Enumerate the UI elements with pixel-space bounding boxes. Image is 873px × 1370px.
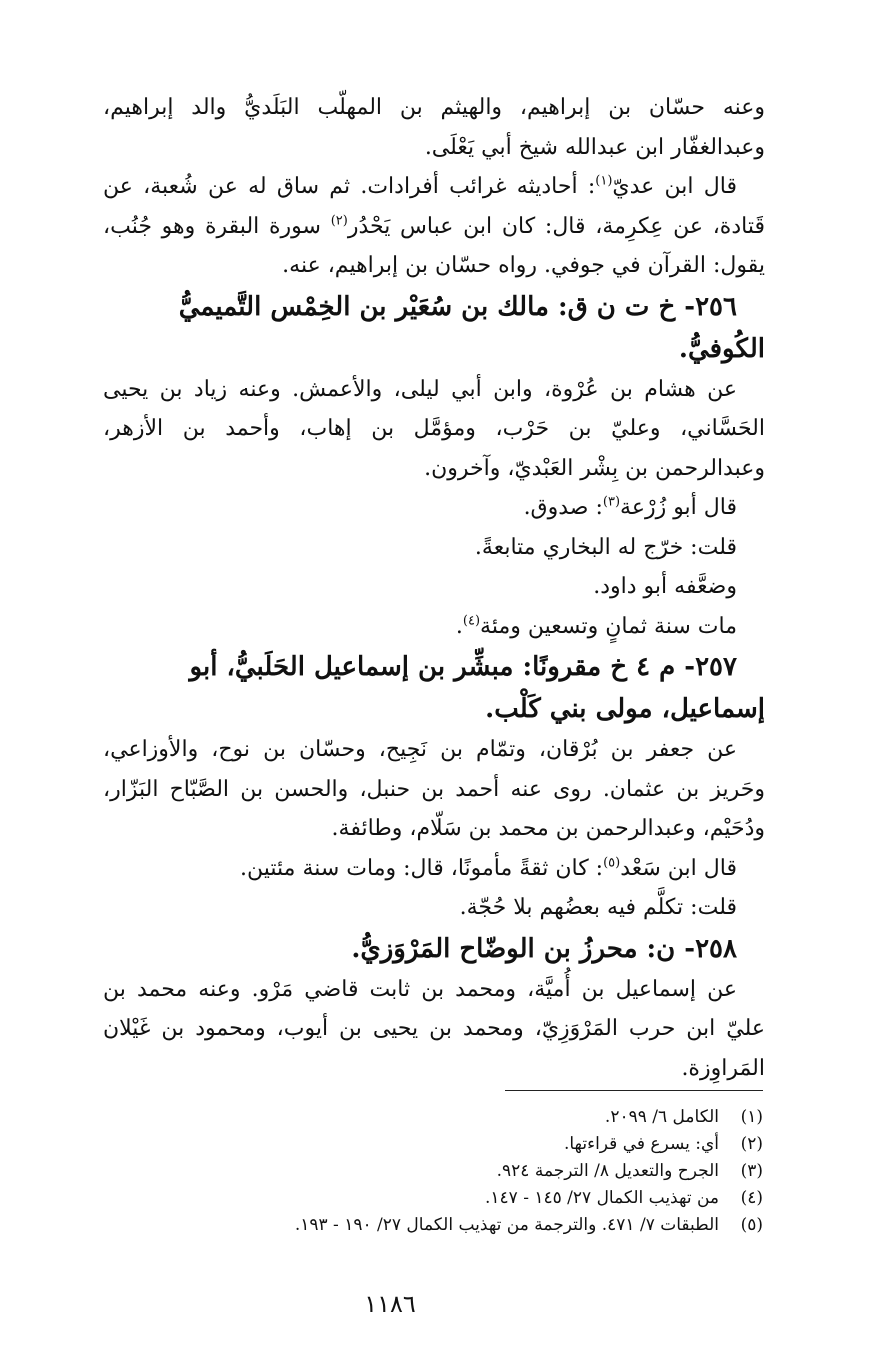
text-segment: : صدوق. bbox=[523, 495, 603, 520]
text-segment: مات سنة ثمانٍ وتسعين ومئة bbox=[480, 613, 737, 639]
paragraph-narrators-258: عن إسماعيل بن أُميَّة، ومحمد بن ثابت قاضي مَرْو. وعنه محمد بن عليّ ابن حرب المَرْوَزِيّ، ومحمد بن يحيى بن أيوب، ومحمود بن غَيْلان المَراوِزة. bbox=[103, 976, 765, 1081]
footnote-text: الطبقات ٧/ ٤٧١. والترجمة من تهذيب الكمال ٢٧/ ١٩٠ - ١٩٣. bbox=[294, 1215, 719, 1235]
footnote-1 bbox=[203, 1104, 763, 1131]
entry-heading-256: ٢٥٦- خ ت ن ق: مالك بن سُعَيْر بن الخِمْس التَّميميُّ الكُوفيُّ. bbox=[178, 291, 765, 364]
text-segment: : أحاديثه غرائب أفرادات. ثم ساق له عن شُعبة، عن قَتادة، عن عِكرِمة، قال: كان ابن عباس يَحْدُر bbox=[103, 174, 765, 239]
footnote-number: (٢) bbox=[740, 1134, 763, 1154]
paragraph-ibn-sad bbox=[103, 849, 765, 889]
text-segment: قال أبو زُرْعة bbox=[620, 495, 737, 520]
footnote-ref-2[interactable]: (٢) bbox=[330, 213, 348, 229]
text-segment: سورة البقرة وهو جُنُب، يقول: القرآن في جوفي. رواه حسّان بن إبراهيم، عنه. bbox=[103, 213, 765, 278]
footnote-4 bbox=[203, 1185, 763, 1212]
paragraph-abu-dawud: وضعَّفه أبو داود. bbox=[593, 574, 737, 599]
footnote-number: (٥) bbox=[740, 1215, 763, 1235]
text-segment: قال ابن سَعْد bbox=[620, 855, 737, 881]
footnote-3 bbox=[203, 1158, 763, 1185]
footnote-number: (١) bbox=[740, 1107, 763, 1127]
footnote-ref-3[interactable]: (٣) bbox=[602, 494, 621, 510]
footnote-number: (٣) bbox=[740, 1161, 763, 1181]
footnote-number: (٤) bbox=[740, 1188, 763, 1208]
footnote-5 bbox=[203, 1212, 763, 1239]
footnote-ref-1[interactable]: (١) bbox=[595, 173, 613, 189]
page-number: ١١٨٦ bbox=[364, 1290, 416, 1318]
footnote-ref-4[interactable]: (٤) bbox=[462, 613, 481, 629]
footnote-divider bbox=[505, 1090, 763, 1091]
paragraph-narrators-256: عن هشام بن عُرْوة، وابن أبي ليلى، والأعمش. وعنه زياد بن يحيى الحَسَّاني، وعليّ بن حَرْب، ومؤمَّل بن إهاب، وأحمد بن الأزهر، وعبدالرحمن بن بِشْر العَبْديّ، وآخرون. bbox=[103, 376, 765, 481]
paragraph-bukhari: قلت: خرّج له البخاري متابعةً. bbox=[474, 534, 737, 560]
footnote-text: الجرح والتعديل ٨/ الترجمة ٩٢٤. bbox=[496, 1161, 719, 1181]
footnote-2 bbox=[203, 1131, 763, 1158]
paragraph-continuation: وعنه حسّان بن إبراهيم، والهيثم بن المهلّب البَلَديُّ والد إبراهيم، وعبدالغفّار ابن عبدالله شيخ أبي يَعْلَى. bbox=[103, 95, 765, 160]
footnote-text: الكامل ٦/ ٢٠٩٩. bbox=[604, 1107, 719, 1127]
main-text bbox=[103, 88, 765, 1088]
entry-heading-257: ٢٥٧- م ٤ خ مقرونًا: مبشِّر بن إسماعيل الحَلَبيُّ، أبو إسماعيل، مولى بني كَلْب. bbox=[189, 652, 765, 724]
footnote-text: أي: يسرع في قراءتها. bbox=[563, 1134, 719, 1154]
footnotes bbox=[203, 1104, 763, 1239]
footnote-text: من تهذيب الكمال ٢٧/ ١٤٥ - ١٤٧. bbox=[484, 1188, 719, 1208]
paragraph-abu-zura bbox=[103, 488, 765, 528]
text-segment: : كان ثقةً مأمونًا، قال: ومات سنة مئتين. bbox=[240, 855, 604, 881]
paragraph-narrators-257: عن جعفر بن بُرْقان، وتمّام بن نَجِيح، وحسّان بن نوح، والأوزاعي، وحَريز بن عثمان. روى عنه أحمد بن حنبل، والحسن بن الصَّبّاح البَزّار، ودُحَيْم، وعبدالرحمن بن محمد بن سَلّام، وطائفة. bbox=[103, 737, 765, 841]
footnote-ref-5[interactable]: (٥) bbox=[603, 855, 621, 871]
paragraph-criticism: قلت: تكلَّم فيه بعضُهم بلا حُجّة. bbox=[459, 895, 737, 920]
paragraph-death bbox=[103, 607, 765, 647]
paragraph-ibn-adi bbox=[103, 167, 765, 286]
text-segment: قال ابن عديّ bbox=[612, 174, 737, 199]
text-segment: . bbox=[455, 613, 463, 639]
entry-heading-258: ٢٥٨- ن: محرزُ بن الوضّاح المَرْوَزيُّ. bbox=[351, 933, 737, 964]
